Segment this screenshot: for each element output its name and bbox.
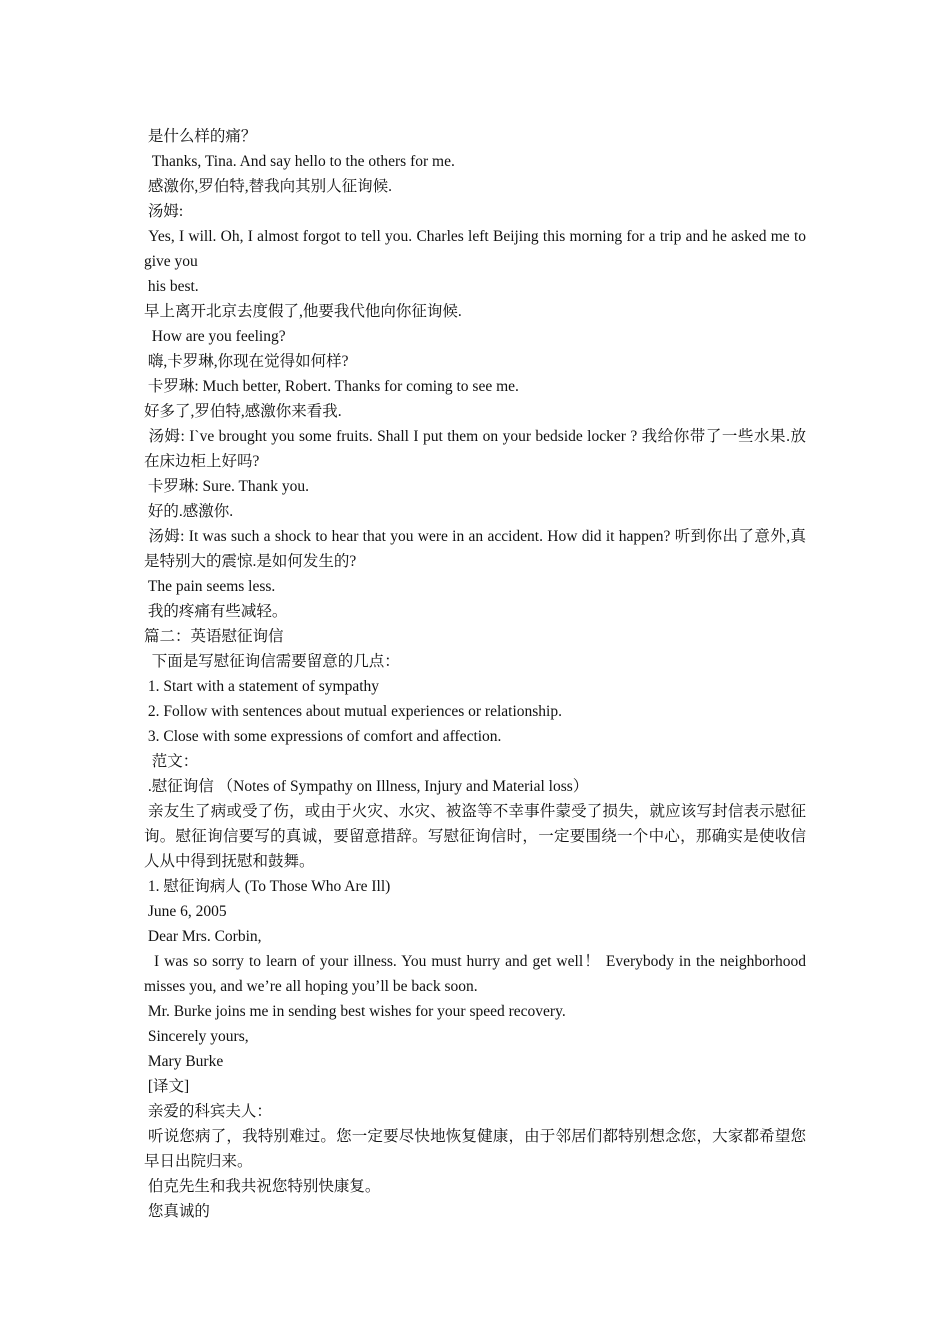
letter-closing: Sincerely yours, [144, 1028, 249, 1045]
letter-salutation: Dear Mrs. Corbin, [144, 928, 262, 945]
text-line: 我的疼痛有些减轻。 [144, 603, 288, 620]
letter-body: I was so sorry to learn of your illness. You must hurry and get well！ Everybody in the neighborhood misses you, and we’re all hoping you’ll be back soon. [144, 953, 810, 995]
text-line: 早上离开北京去度假了,他要我代他向你征询候. [144, 303, 462, 320]
list-item: 1. Start with a statement of sympathy [144, 678, 380, 695]
letter-body: Mr. Burke joins me in sending best wishes for your speed recovery. [144, 1003, 566, 1020]
subsection-heading: .慰征询信 （Notes of Sympathy on Illness, Injury and Material loss） [144, 778, 589, 795]
text-paragraph: 汤姆: I`ve brought you some fruits. Shall I put them on your bedside locker ? 我给你带了一些水果.放在床边柜上好吗? [144, 428, 807, 470]
text-line: his best. [144, 278, 199, 295]
list-item: 3. Close with some expressions of comfort and affection. [144, 728, 502, 745]
text-line: 好多了,罗伯特,感激你来看我. [144, 403, 342, 420]
text-line: 是什么样的痛？ [144, 128, 257, 145]
subsection-heading: 1. 慰征询病人 (To Those Who Are Ill) [144, 878, 391, 895]
text-line: 卡罗琳: Sure. Thank you. [144, 478, 310, 495]
text-line: The pain seems less. [144, 578, 276, 595]
letter-body-translation: 伯克先生和我共祝您特别快康复。 [144, 1178, 381, 1195]
text-paragraph: 亲友生了病或受了伤，或由于火灾、水灾、被盗等不幸事件蒙受了损失，就应该写封信表示慰征询。慰征询信要写的真诚，要留意措辞。写慰征询信时，一定要围绕一个中心，那确实是使收信人从中得到抚慰和鼓舞。 [144, 803, 806, 870]
text-line: 汤姆: [144, 203, 184, 220]
text-line: 感激你,罗伯特,替我向其别人征询候. [144, 178, 393, 195]
letter-salutation-translation: 亲爱的科宾夫人： [144, 1103, 272, 1120]
text-line: 范文： [144, 753, 199, 770]
text-line: 好的.感激你. [144, 503, 234, 520]
letter-body-translation: 听说您病了，我特别难过。您一定要尽快地恢复健康，由于邻居们都特别想念您，大家都希望您早日出院归来。 [144, 1128, 806, 1170]
text-paragraph: 汤姆: It was such a shock to hear that you were in an accident. How did it happen? 听到你出了意外,真是特别大的震惊.是如何发生的? [144, 528, 807, 570]
list-item: 2. Follow with sentences about mutual experiences or relationship. [144, 703, 562, 720]
text-line: 嗨,卡罗琳,你现在觉得如何样? [144, 353, 349, 370]
text-line: Thanks, Tina. And say hello to the others for me. [144, 153, 455, 170]
text-line: 下面是写慰征询信需要留意的几点： [144, 653, 400, 670]
letter-closing-translation: 您真诚的 [144, 1203, 210, 1220]
text-line: How are you feeling? [144, 328, 286, 345]
document-page [144, 124, 810, 1224]
text-paragraph: Yes, I will. Oh, I almost forgot to tell you. Charles left Beijing this morning for a trip and he asked me to give you [144, 228, 810, 270]
text-line: 卡罗琳: Much better, Robert. Thanks for coming to see me. [144, 378, 519, 395]
section-heading: 篇二：英语慰征询信 [144, 628, 284, 645]
letter-date: June 6, 2005 [144, 903, 227, 920]
letter-signature: Mary Burke [144, 1053, 224, 1070]
translation-label: [译文] [144, 1078, 190, 1095]
